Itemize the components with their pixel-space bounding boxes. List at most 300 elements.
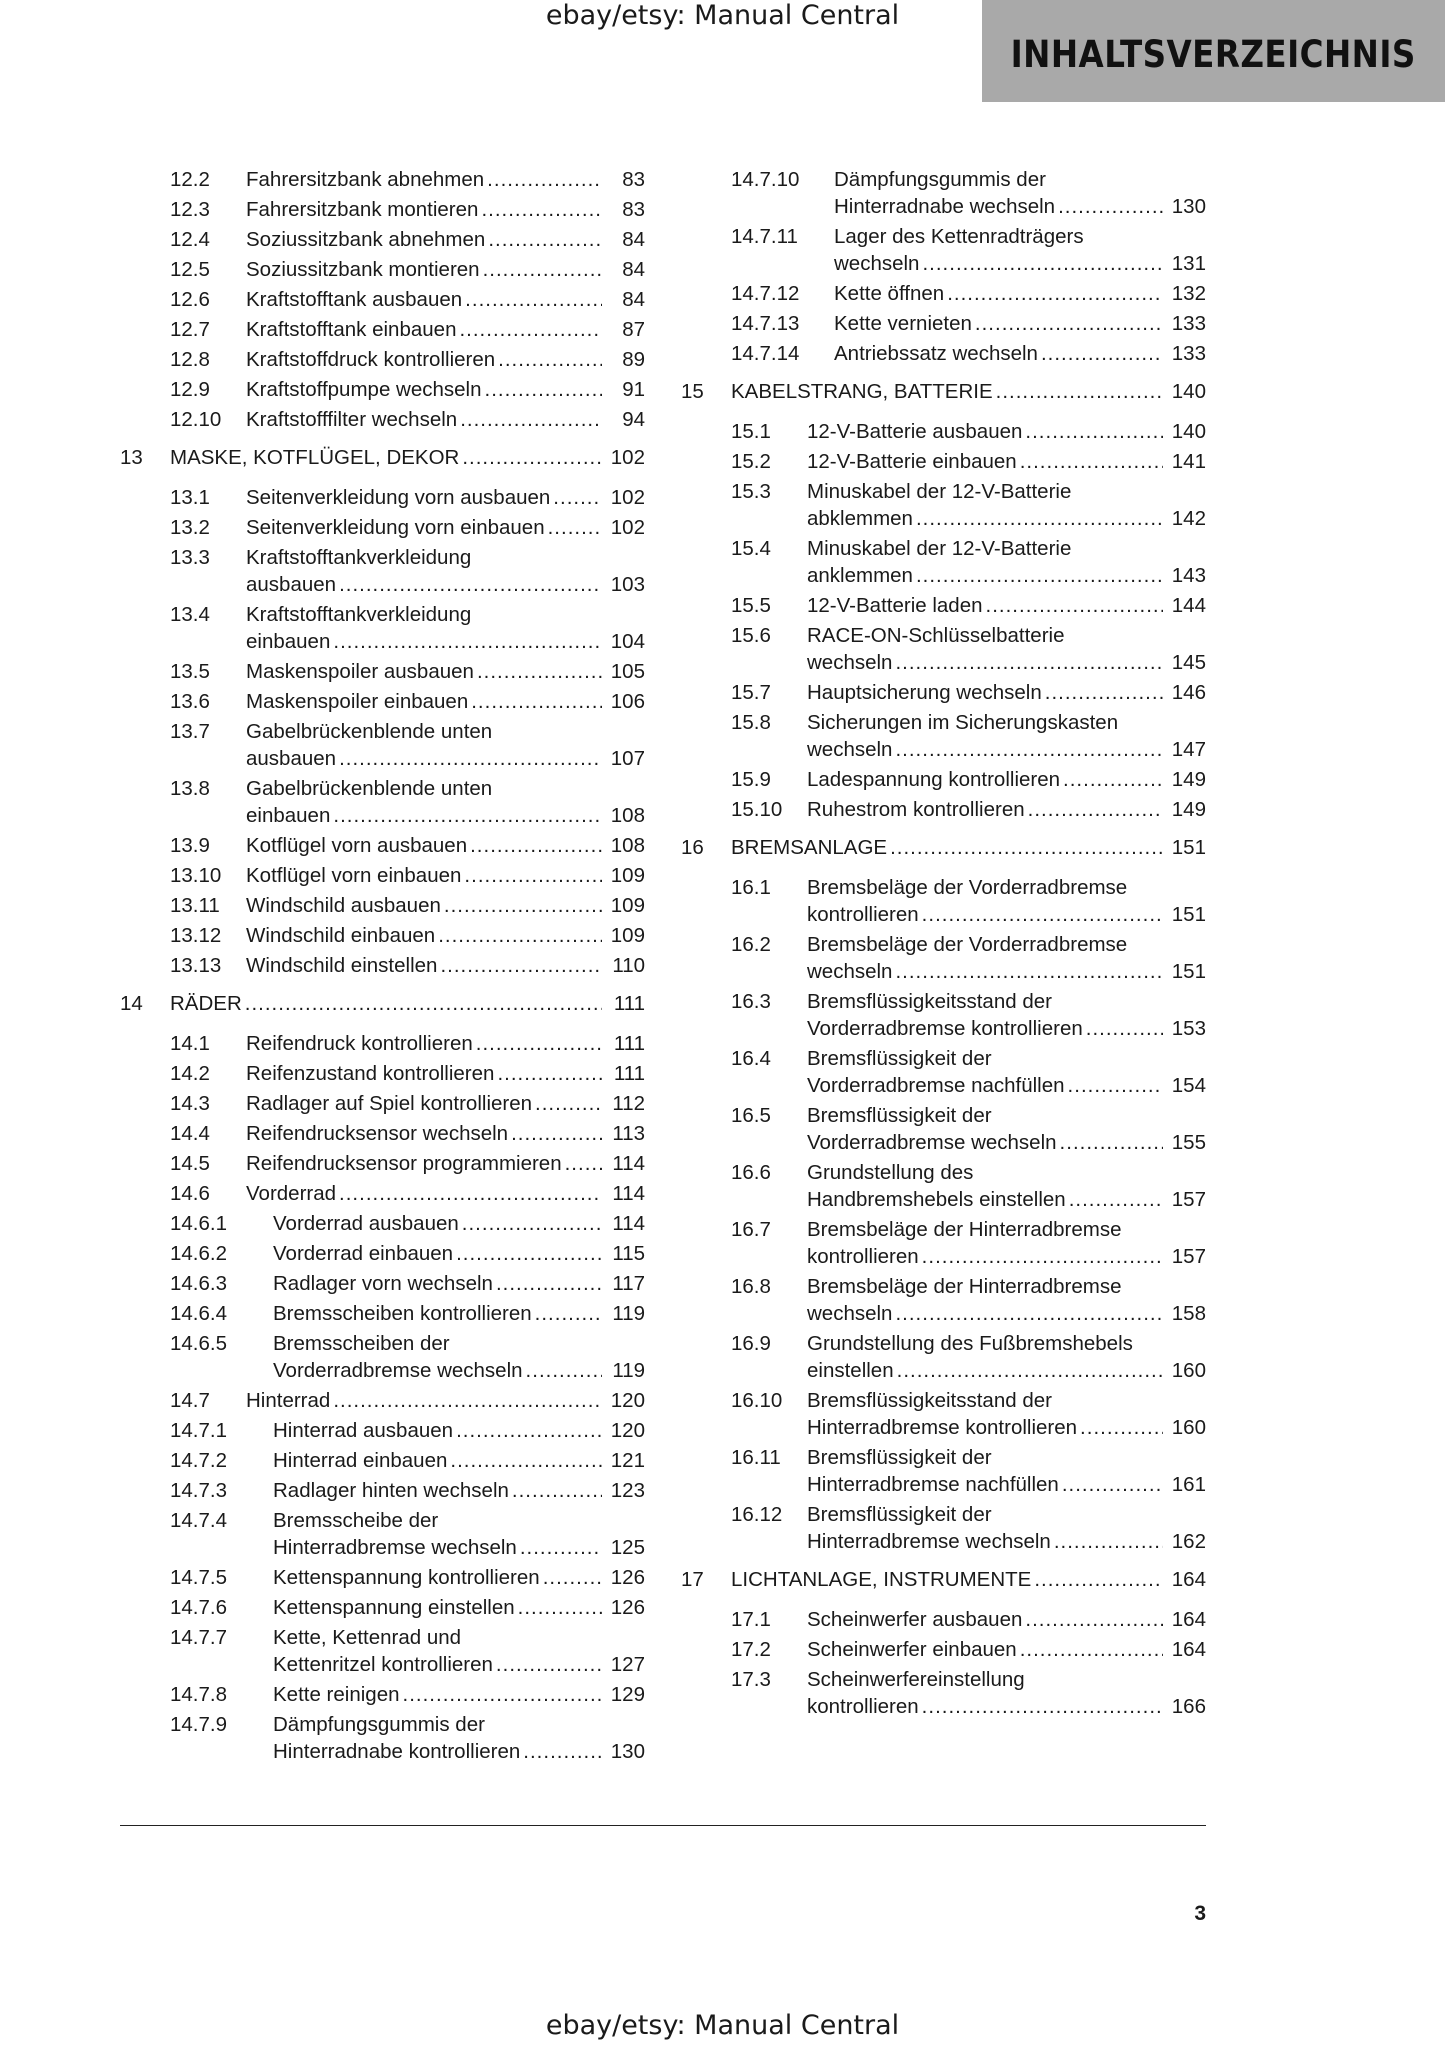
toc-entry-title: Kraftstofftankverkleidung (246, 546, 472, 569)
toc-page-number: 87 (622, 318, 645, 341)
toc-entry-title: Grundstellung des (807, 1161, 974, 1184)
toc-entry[interactable] (120, 952, 645, 979)
toc-entry[interactable] (120, 832, 645, 859)
toc-entry-title: Scheinwerfer einbauen (807, 1638, 1017, 1661)
toc-page-number: 121 (610, 1449, 645, 1472)
toc-entry-number: 14.6 (170, 1182, 210, 1205)
toc-entry-title: Kotflügel vorn ausbauen (246, 834, 468, 857)
toc-entry-number: 16.12 (731, 1503, 783, 1526)
toc-entry-number: 12.8 (170, 348, 210, 371)
toc-page-number: 126 (610, 1566, 645, 1589)
toc-entry-title: Lager des Kettenradträgers (834, 225, 1084, 248)
toc-entry-number: 12.4 (170, 228, 210, 251)
toc-entry-title: Soziussitzbank montieren (246, 258, 480, 281)
toc-dot-leader (520, 1534, 602, 1561)
toc-entry[interactable] (681, 1444, 1206, 1498)
toc-entry-title: Hinterradnabe kontrollieren (273, 1740, 521, 1763)
toc-dot-leader (922, 250, 1163, 277)
toc-entry-number: 12.3 (170, 198, 210, 221)
toc-entry-number: 15.1 (731, 420, 771, 443)
toc-page-number: 140 (1171, 380, 1206, 403)
toc-entry[interactable] (681, 931, 1206, 985)
toc-entry-number: 14.7.9 (170, 1713, 227, 1736)
toc-page-number: 107 (610, 747, 645, 770)
toc-entry-title: Seitenverkleidung vorn ausbauen (246, 486, 551, 509)
toc-dot-leader (485, 376, 603, 403)
toc-entry[interactable] (681, 796, 1206, 823)
toc-entry-number: 15.2 (731, 450, 771, 473)
toc-page-number: 127 (610, 1653, 645, 1676)
toc-entry-number: 16.8 (731, 1275, 771, 1298)
toc-entry[interactable] (120, 544, 645, 598)
toc-entry-number: 16.10 (731, 1389, 783, 1412)
toc-entry-number: 12.10 (170, 408, 222, 431)
toc-entry[interactable] (681, 1636, 1206, 1663)
toc-page-number: 149 (1171, 768, 1206, 791)
toc-entry[interactable] (681, 874, 1206, 928)
toc-dot-leader (512, 1477, 602, 1504)
toc-entry-title: Windschild einstellen (246, 954, 438, 977)
toc-entry-title: kontrollieren (807, 1245, 919, 1268)
toc-entry-number: 15.3 (731, 480, 771, 503)
toc-dot-leader (1028, 796, 1163, 823)
toc-entry-title: Ruhestrom kontrollieren (807, 798, 1025, 821)
toc-entry[interactable] (681, 1387, 1206, 1441)
toc-dot-leader (922, 901, 1163, 928)
toc-entry[interactable] (681, 1501, 1206, 1555)
toc-entry-title: Bremsbeläge der Vorderradbremse (807, 876, 1128, 899)
toc-dot-leader (895, 649, 1163, 676)
toc-entry[interactable] (120, 1180, 645, 1207)
toc-entry[interactable] (120, 406, 645, 433)
toc-entry-title: Windschild einbauen (246, 924, 436, 947)
toc-dot-leader (565, 1150, 602, 1177)
toc-entry-number: 16.5 (731, 1104, 771, 1127)
toc-page-number: 147 (1171, 738, 1206, 761)
toc-entry-number: 15.10 (731, 798, 783, 821)
toc-entry-title: Hinterradbremse kontrollieren (807, 1416, 1078, 1439)
page-number: 3 (1194, 1902, 1206, 1925)
toc-entry[interactable] (120, 1060, 645, 1087)
toc-entry[interactable] (120, 1447, 645, 1474)
toc-entry[interactable] (120, 1240, 645, 1267)
toc-page-number: 91 (622, 378, 645, 401)
toc-page-number: 102 (610, 486, 645, 509)
toc-entry[interactable] (120, 601, 645, 655)
toc-entry-title: Scheinwerfer ausbauen (807, 1608, 1023, 1631)
toc-dot-leader (487, 166, 602, 193)
toc-page-number: 130 (610, 1740, 645, 1763)
toc-entry-title: wechseln (807, 651, 893, 674)
toc-dot-leader (476, 1030, 602, 1057)
toc-entry-title: Kette reinigen (273, 1683, 400, 1706)
toc-page-number: 149 (1171, 798, 1206, 821)
toc-entry[interactable] (681, 1045, 1206, 1099)
toc-page-number: 84 (622, 288, 645, 311)
toc-dot-leader (497, 1060, 602, 1087)
toc-page-number: 102 (610, 516, 645, 539)
toc-entry-number: 16.4 (731, 1047, 771, 1070)
toc-entry[interactable] (120, 484, 645, 511)
toc-entry-number: 14.7.5 (170, 1566, 227, 1589)
toc-page-number: 105 (610, 660, 645, 683)
toc-dot-leader (438, 922, 602, 949)
toc-entry-number: 12.6 (170, 288, 210, 311)
toc-entry-number: 14.6.1 (170, 1212, 227, 1235)
toc-entry[interactable] (120, 862, 645, 889)
toc-entry[interactable] (120, 1564, 645, 1591)
toc-page-number: 144 (1171, 594, 1206, 617)
toc-entry-number: 14.5 (170, 1152, 210, 1175)
toc-entry-number: 14.7.1 (170, 1419, 227, 1442)
toc-entry-number: 12.7 (170, 318, 210, 341)
toc-dot-leader (996, 378, 1163, 405)
toc-entry-title: Handbremshebels einstellen (807, 1188, 1066, 1211)
toc-dot-leader (496, 1270, 602, 1297)
toc-dot-leader (916, 562, 1163, 589)
toc-entry-title: 12-V-Batterie laden (807, 594, 983, 617)
toc-page-number: 119 (612, 1359, 645, 1382)
section-header-tab (982, 0, 1445, 102)
toc-entry-number: 13 (120, 446, 143, 469)
toc-entry-number: 13.11 (170, 894, 220, 917)
toc-dot-leader (245, 990, 602, 1017)
toc-entry-title: Maskenspoiler ausbauen (246, 660, 474, 683)
toc-entry-title: Gabelbrückenblende unten (246, 777, 493, 800)
toc-entry[interactable] (120, 1270, 645, 1297)
toc-entry[interactable] (120, 196, 645, 223)
toc-entry[interactable] (120, 1594, 645, 1621)
toc-entry[interactable] (681, 766, 1206, 793)
toc-dot-leader (440, 952, 602, 979)
toc-entry[interactable] (681, 709, 1206, 763)
toc-entry-title: wechseln (807, 738, 893, 761)
toc-entry-title: Windschild ausbauen (246, 894, 441, 917)
toc-entry[interactable] (681, 1273, 1206, 1327)
toc-entry[interactable] (120, 1330, 645, 1384)
toc-page-number: 151 (1171, 960, 1206, 983)
toc-dot-leader (895, 736, 1163, 763)
toc-entry-title: Vorderradbremse wechseln (807, 1131, 1057, 1154)
toc-entry-title: Kettenspannung einstellen (273, 1596, 515, 1619)
toc-entry-title: Bremsbeläge der Vorderradbremse (807, 933, 1128, 956)
toc-entry-number: 16.9 (731, 1332, 771, 1355)
toc-entry-title: 12-V-Batterie ausbauen (807, 420, 1023, 443)
toc-entry-number: 13.6 (170, 690, 210, 713)
toc-page-number: 103 (610, 573, 645, 596)
toc-entry[interactable] (120, 346, 645, 373)
toc-entry-number: 14.4 (170, 1122, 210, 1145)
toc-page-number: 142 (1171, 507, 1206, 530)
toc-entry-number: 13.9 (170, 834, 210, 857)
toc-entry[interactable] (120, 376, 645, 403)
toc-entry[interactable] (120, 775, 645, 829)
toc-entry[interactable] (681, 223, 1206, 277)
toc-entry[interactable] (681, 535, 1206, 589)
toc-entry[interactable] (120, 1090, 645, 1117)
toc-entry-title: Bremsscheiben kontrollieren (273, 1302, 532, 1325)
toc-entry[interactable] (120, 286, 645, 313)
toc-entry[interactable] (120, 1387, 645, 1414)
toc-page-number: 132 (1171, 282, 1206, 305)
toc-chapter-entry[interactable] (681, 378, 1206, 405)
toc-page-number: 166 (1171, 1695, 1206, 1718)
toc-entry-title: Radlager vorn wechseln (273, 1272, 493, 1295)
toc-entry-number: 14.7.11 (731, 225, 798, 248)
toc-entry-number: 14.7.7 (170, 1626, 227, 1649)
toc-entry[interactable] (681, 418, 1206, 445)
toc-page-number: 143 (1171, 564, 1206, 587)
toc-dot-leader (464, 862, 602, 889)
toc-entry-number: 17.3 (731, 1668, 771, 1691)
toc-dot-leader (470, 832, 602, 859)
toc-entry-title: Kraftstoffdruck kontrollieren (246, 348, 496, 371)
toc-entry[interactable] (681, 340, 1206, 367)
toc-page-number: 153 (1171, 1017, 1206, 1040)
toc-page-number: 102 (610, 446, 645, 469)
toc-entry-title: Vorderrad ausbauen (273, 1212, 459, 1235)
toc-entry[interactable] (120, 1681, 645, 1708)
toc-page-number: 111 (613, 1032, 645, 1055)
toc-entry-title: Reifendrucksensor wechseln (246, 1122, 509, 1145)
toc-entry[interactable] (681, 1216, 1206, 1270)
toc-page-number: 125 (610, 1536, 645, 1559)
toc-page-number: 140 (1171, 420, 1206, 443)
toc-page-number: 126 (610, 1596, 645, 1619)
toc-entry-number: 13.7 (170, 720, 210, 743)
toc-dot-leader (339, 571, 602, 598)
toc-entry-title: Seitenverkleidung vorn einbauen (246, 516, 545, 539)
toc-entry-title: Hinterrad ausbauen (273, 1419, 454, 1442)
toc-dot-leader (897, 1357, 1163, 1384)
toc-dot-leader (333, 1387, 602, 1414)
toc-dot-leader (553, 484, 602, 511)
toc-entry-number: 14.7.12 (731, 282, 800, 305)
toc-page-number: 123 (610, 1479, 645, 1502)
toc-entry[interactable] (681, 448, 1206, 475)
toc-entry-title: wechseln (807, 960, 893, 983)
toc-dot-leader (1054, 1528, 1163, 1555)
toc-entry-number: 16.3 (731, 990, 771, 1013)
toc-entry[interactable] (120, 256, 645, 283)
toc-entry[interactable] (120, 1300, 645, 1327)
toc-entry[interactable] (120, 1150, 645, 1177)
toc-dot-leader (947, 280, 1163, 307)
toc-entry[interactable] (120, 1624, 645, 1678)
toc-entry[interactable] (681, 1102, 1206, 1156)
toc-dot-leader (339, 1180, 602, 1207)
toc-dot-leader (488, 226, 602, 253)
toc-page-number: 157 (1171, 1245, 1206, 1268)
toc-entry[interactable] (120, 1120, 645, 1147)
toc-entry-title: Kraftstofftank einbauen (246, 318, 457, 341)
toc-dot-leader (477, 658, 602, 685)
footer-rule (120, 1825, 1206, 1826)
toc-entry[interactable] (120, 922, 645, 949)
toc-entry[interactable] (120, 1417, 645, 1444)
toc-page-number: 157 (1171, 1188, 1206, 1211)
toc-page-number: 141 (1171, 450, 1206, 473)
toc-page-number: 129 (610, 1683, 645, 1706)
toc-entry-title: Dämpfungsgummis der (834, 168, 1046, 191)
toc-entry[interactable] (120, 658, 645, 685)
toc-dot-leader (1069, 1186, 1163, 1213)
toc-page-number: 155 (1171, 1131, 1206, 1154)
toc-entry-title: anklemmen (807, 564, 913, 587)
toc-chapter-entry[interactable] (681, 834, 1206, 861)
toc-dot-leader (465, 286, 602, 313)
toc-entry-title: Dämpfungsgummis der (273, 1713, 485, 1736)
toc-entry-number: 13.10 (170, 864, 222, 887)
toc-entry-number: 15.8 (731, 711, 771, 734)
toc-dot-leader (548, 514, 602, 541)
toc-entry[interactable] (120, 892, 645, 919)
toc-dot-leader (543, 1564, 602, 1591)
toc-entry-number: 14.6.4 (170, 1302, 227, 1325)
toc-entry[interactable] (681, 592, 1206, 619)
toc-entry-number: 14.7.6 (170, 1596, 227, 1619)
toc-page-number: 160 (1171, 1416, 1206, 1439)
toc-entry-title: abklemmen (807, 507, 913, 530)
toc-entry-title: Hinterrad einbauen (273, 1449, 448, 1472)
toc-entry-number: 13.12 (170, 924, 222, 947)
toc-entry-title: Radlager hinten wechseln (273, 1479, 509, 1502)
toc-page-number: 84 (622, 228, 645, 251)
toc-entry[interactable] (681, 310, 1206, 337)
toc-dot-leader (498, 346, 602, 373)
toc-dot-leader (462, 444, 602, 471)
toc-entry[interactable] (681, 622, 1206, 676)
toc-entry-title: Vorderrad einbauen (273, 1242, 454, 1265)
toc-dot-leader (895, 1300, 1163, 1327)
toc-entry[interactable] (120, 1477, 645, 1504)
toc-entry-number: 13.3 (170, 546, 210, 569)
toc-page-number: 114 (612, 1152, 645, 1175)
toc-dot-leader (986, 592, 1163, 619)
toc-entry-title: Hauptsicherung wechseln (807, 681, 1042, 704)
toc-page-number: 83 (622, 198, 645, 221)
toc-entry-title: Vorderradbremse nachfüllen (807, 1074, 1065, 1097)
toc-dot-leader (1063, 766, 1163, 793)
toc-entry-title: Soziussitzbank abnehmen (246, 228, 486, 251)
toc-entry-title: Maskenspoiler einbauen (246, 690, 469, 713)
toc-entry[interactable] (120, 1030, 645, 1057)
toc-entry-title: Bremsflüssigkeitsstand der (807, 1389, 1052, 1412)
toc-entry-title: Hinterradbremse wechseln (273, 1536, 517, 1559)
toc-entry[interactable] (681, 988, 1206, 1042)
toc-entry[interactable] (681, 478, 1206, 532)
toc-entry-title: Hinterrad (246, 1389, 331, 1412)
toc-entry[interactable] (120, 1711, 645, 1765)
toc-entry[interactable] (681, 679, 1206, 706)
toc-dot-leader (456, 1417, 602, 1444)
toc-entry[interactable] (120, 688, 645, 715)
toc-entry-title: Vorderradbremse kontrollieren (807, 1017, 1083, 1040)
toc-entry[interactable] (120, 514, 645, 541)
toc-entry[interactable] (120, 1507, 645, 1561)
toc-entry-number: 14.7.10 (731, 168, 800, 191)
toc-dot-leader (456, 1240, 602, 1267)
toc-entry-title: Fahrersitzbank abnehmen (246, 168, 485, 191)
toc-page-number: 117 (612, 1272, 645, 1295)
toc-dot-leader (339, 745, 602, 772)
toc-entry[interactable] (681, 166, 1206, 220)
toc-dot-leader (460, 406, 602, 433)
toc-entry-title: RACE-ON-Schlüsselbatterie (807, 624, 1065, 647)
toc-entry-number: 17.1 (731, 1608, 771, 1631)
toc-entry-title: Bremsbeläge der Hinterradbremse (807, 1275, 1122, 1298)
toc-dot-leader (1045, 679, 1163, 706)
toc-entry[interactable] (681, 1330, 1206, 1384)
watermark-bottom: ebay/etsy: Manual Central (545, 2010, 900, 2041)
toc-chapter-entry[interactable] (120, 990, 645, 1017)
toc-entry-number: 16.6 (731, 1161, 771, 1184)
toc-dot-leader (535, 1090, 602, 1117)
toc-dot-leader (526, 1357, 602, 1384)
toc-entry-title: Grundstellung des Fußbremshebels (807, 1332, 1133, 1355)
toc-page-number: 145 (1171, 651, 1206, 674)
toc-page-number: 94 (622, 408, 645, 431)
toc-entry-number: 12.5 (170, 258, 210, 281)
toc-dot-leader (1025, 1606, 1163, 1633)
toc-page-number: 111 (613, 1062, 645, 1085)
toc-entry-title: 12-V-Batterie einbauen (807, 450, 1017, 473)
toc-entry[interactable] (120, 226, 645, 253)
toc-page-number: 164 (1171, 1568, 1206, 1591)
toc-chapter-entry[interactable] (120, 444, 645, 471)
toc-entry-title: Kotflügel vorn einbauen (246, 864, 462, 887)
toc-entry[interactable] (120, 166, 645, 193)
toc-entry-number: 16 (681, 836, 704, 859)
toc-entry[interactable] (120, 316, 645, 343)
toc-page-number: 89 (622, 348, 645, 371)
toc-entry-title: MASKE, KOTFLÜGEL, DEKOR (170, 446, 460, 469)
toc-page-number: 104 (610, 630, 645, 653)
toc-page-number: 113 (612, 1122, 645, 1145)
toc-dot-leader (1034, 1566, 1163, 1593)
toc-entry-title: Kraftstofffilter wechseln (246, 408, 458, 431)
toc-entry-title: Bremsbeläge der Hinterradbremse (807, 1218, 1122, 1241)
toc-entry[interactable] (681, 1159, 1206, 1213)
toc-dot-leader (1086, 1015, 1163, 1042)
toc-entry[interactable] (120, 718, 645, 772)
toc-entry-title: Radlager auf Spiel kontrollieren (246, 1092, 533, 1115)
toc-dot-leader (1062, 1471, 1163, 1498)
toc-entry[interactable] (681, 280, 1206, 307)
toc-entry-title: Reifenzustand kontrollieren (246, 1062, 495, 1085)
toc-entry-number: 12.9 (170, 378, 210, 401)
toc-entry-number: 14.7.14 (731, 342, 800, 365)
toc-entry-title: Vorderradbremse wechseln (273, 1359, 523, 1382)
toc-entry-title: Kette öffnen (834, 282, 945, 305)
toc-entry-title: BREMSANLAGE (731, 836, 888, 859)
toc-chapter-entry[interactable] (681, 1566, 1206, 1593)
toc-entry[interactable] (120, 1210, 645, 1237)
toc-entry-title: Bremsscheiben der (273, 1332, 450, 1355)
toc-page-number: 151 (1171, 836, 1206, 859)
toc-entry-title: ausbauen (246, 747, 337, 770)
toc-entry-title: Ladespannung kontrollieren (807, 768, 1061, 791)
toc-entry-number: 13.8 (170, 777, 210, 800)
toc-entry-title: Kraftstofftank ausbauen (246, 288, 463, 311)
toc-page-number: 160 (1171, 1359, 1206, 1382)
toc-entry[interactable] (681, 1666, 1206, 1720)
toc-page-number: 108 (610, 804, 645, 827)
toc-entry[interactable] (681, 1606, 1206, 1633)
toc-page-number: 115 (612, 1242, 645, 1265)
toc-dot-leader (1080, 1414, 1163, 1441)
toc-entry-title: Gabelbrückenblende unten (246, 720, 493, 743)
